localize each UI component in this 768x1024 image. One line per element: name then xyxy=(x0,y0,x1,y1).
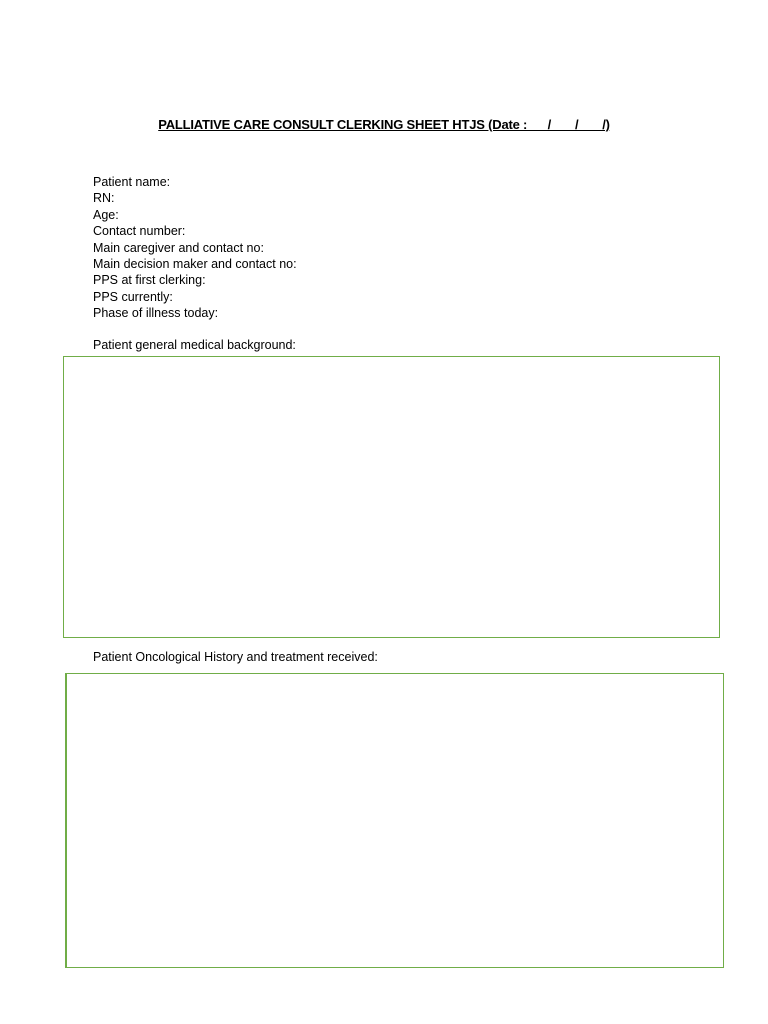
field-main-caregiver: Main caregiver and contact no: xyxy=(93,240,264,255)
patient-details-list xyxy=(93,174,297,322)
field-rn: RN: xyxy=(93,191,115,206)
medical-background-label: Patient general medical background: xyxy=(93,338,296,352)
field-phase-of-illness: Phase of illness today: xyxy=(93,306,219,321)
oncological-history-label: Patient Oncological History and treatment received: xyxy=(93,650,378,664)
field-pps-first-clerking: PPS at first clerking: xyxy=(93,273,206,288)
field-pps-currently: PPS currently: xyxy=(93,289,173,304)
medical-background-box[interactable] xyxy=(63,356,720,638)
field-age: Age: xyxy=(93,207,119,222)
field-contact-number: Contact number: xyxy=(93,224,186,239)
field-patient-name: Patient name: xyxy=(93,175,171,189)
field-main-decision-maker: Main decision maker and contact no: xyxy=(93,257,297,272)
document-title: PALLIATIVE CARE CONSULT CLERKING SHEET HTJS (Date : / / /) xyxy=(158,117,610,132)
oncological-history-box[interactable] xyxy=(65,673,724,968)
